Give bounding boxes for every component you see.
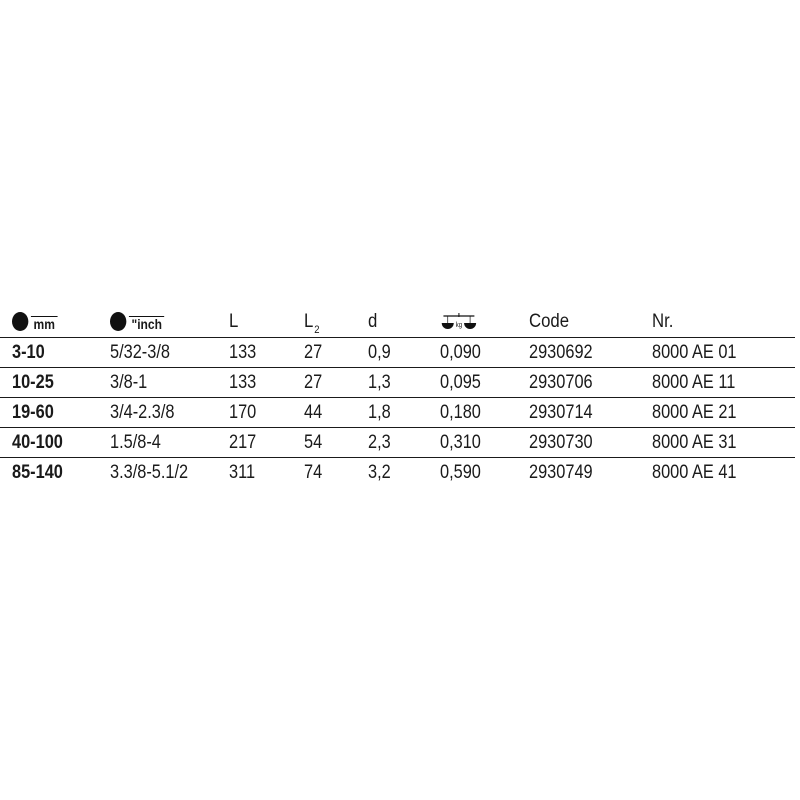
cell-nr: 8000 AE 21 [652, 401, 737, 423]
cell-inch: 3.3/8-5.1/2 [110, 461, 189, 483]
header-inch [110, 306, 165, 337]
header-l: L [229, 310, 239, 332]
table-row [0, 338, 795, 368]
cell-code: 2930730 [529, 431, 593, 453]
cell-d: 0,9 [368, 341, 391, 363]
header-mm [12, 306, 57, 337]
cell-d: 2,3 [368, 431, 391, 453]
cell-inch: 1.5/8-4 [110, 431, 161, 453]
cell-weight: 0,180 [440, 401, 481, 423]
cell-l2: 27 [304, 371, 323, 393]
cell-nr: 8000 AE 11 [652, 371, 736, 393]
cell-mm: 3-10 [12, 341, 45, 363]
cell-l2: 44 [304, 401, 323, 423]
cell-weight: 0,310 [440, 431, 481, 453]
cell-l: 311 [229, 461, 256, 483]
cell-l: 133 [229, 371, 257, 393]
cell-l: 170 [229, 401, 257, 423]
table-row [0, 428, 795, 458]
cell-mm: 10-25 [12, 371, 54, 393]
cell-nr: 8000 AE 31 [652, 431, 737, 453]
header-nr: Nr. [652, 310, 674, 332]
header-inch-label: "inch [129, 316, 165, 332]
cell-mm: 40-100 [12, 431, 63, 453]
table-header-row [0, 306, 795, 338]
cell-l: 217 [229, 431, 257, 453]
cell-weight: 0,095 [440, 371, 481, 393]
header-d: d [368, 310, 378, 332]
table-row [0, 398, 795, 428]
cell-weight: 0,590 [440, 461, 481, 483]
cell-code: 2930714 [529, 401, 593, 423]
spec-table [0, 306, 795, 487]
cell-l2: 74 [304, 461, 323, 483]
header-l2-label: L [304, 310, 314, 332]
cell-nr: 8000 AE 01 [652, 341, 737, 363]
scale-icon [440, 311, 478, 333]
header-mm-label: mm [31, 316, 58, 332]
cell-d: 3,2 [368, 461, 391, 483]
table-row [0, 458, 795, 487]
cell-nr: 8000 AE 41 [652, 461, 737, 483]
table-row [0, 368, 795, 398]
cell-d: 1,8 [368, 401, 391, 423]
cell-l2: 27 [304, 341, 323, 363]
cell-d: 1,3 [368, 371, 391, 393]
cell-inch: 5/32-3/8 [110, 341, 170, 363]
cell-l: 133 [229, 341, 257, 363]
cell-code: 2930706 [529, 371, 593, 393]
diameter-mm-icon [12, 312, 28, 331]
cell-mm: 19-60 [12, 401, 54, 423]
header-code: Code [529, 310, 570, 332]
cell-inch: 3/4-2.3/8 [110, 401, 175, 423]
scale-kg-label: kg [455, 321, 463, 329]
cell-code: 2930749 [529, 461, 593, 483]
cell-mm: 85-140 [12, 461, 63, 483]
header-l2 [304, 306, 319, 337]
cell-code: 2930692 [529, 341, 593, 363]
header-weight [440, 306, 478, 337]
header-l2-subscript: 2 [314, 323, 320, 336]
diameter-inch-icon [110, 312, 126, 331]
cell-inch: 3/8-1 [110, 371, 148, 393]
cell-l2: 54 [304, 431, 323, 453]
cell-weight: 0,090 [440, 341, 481, 363]
